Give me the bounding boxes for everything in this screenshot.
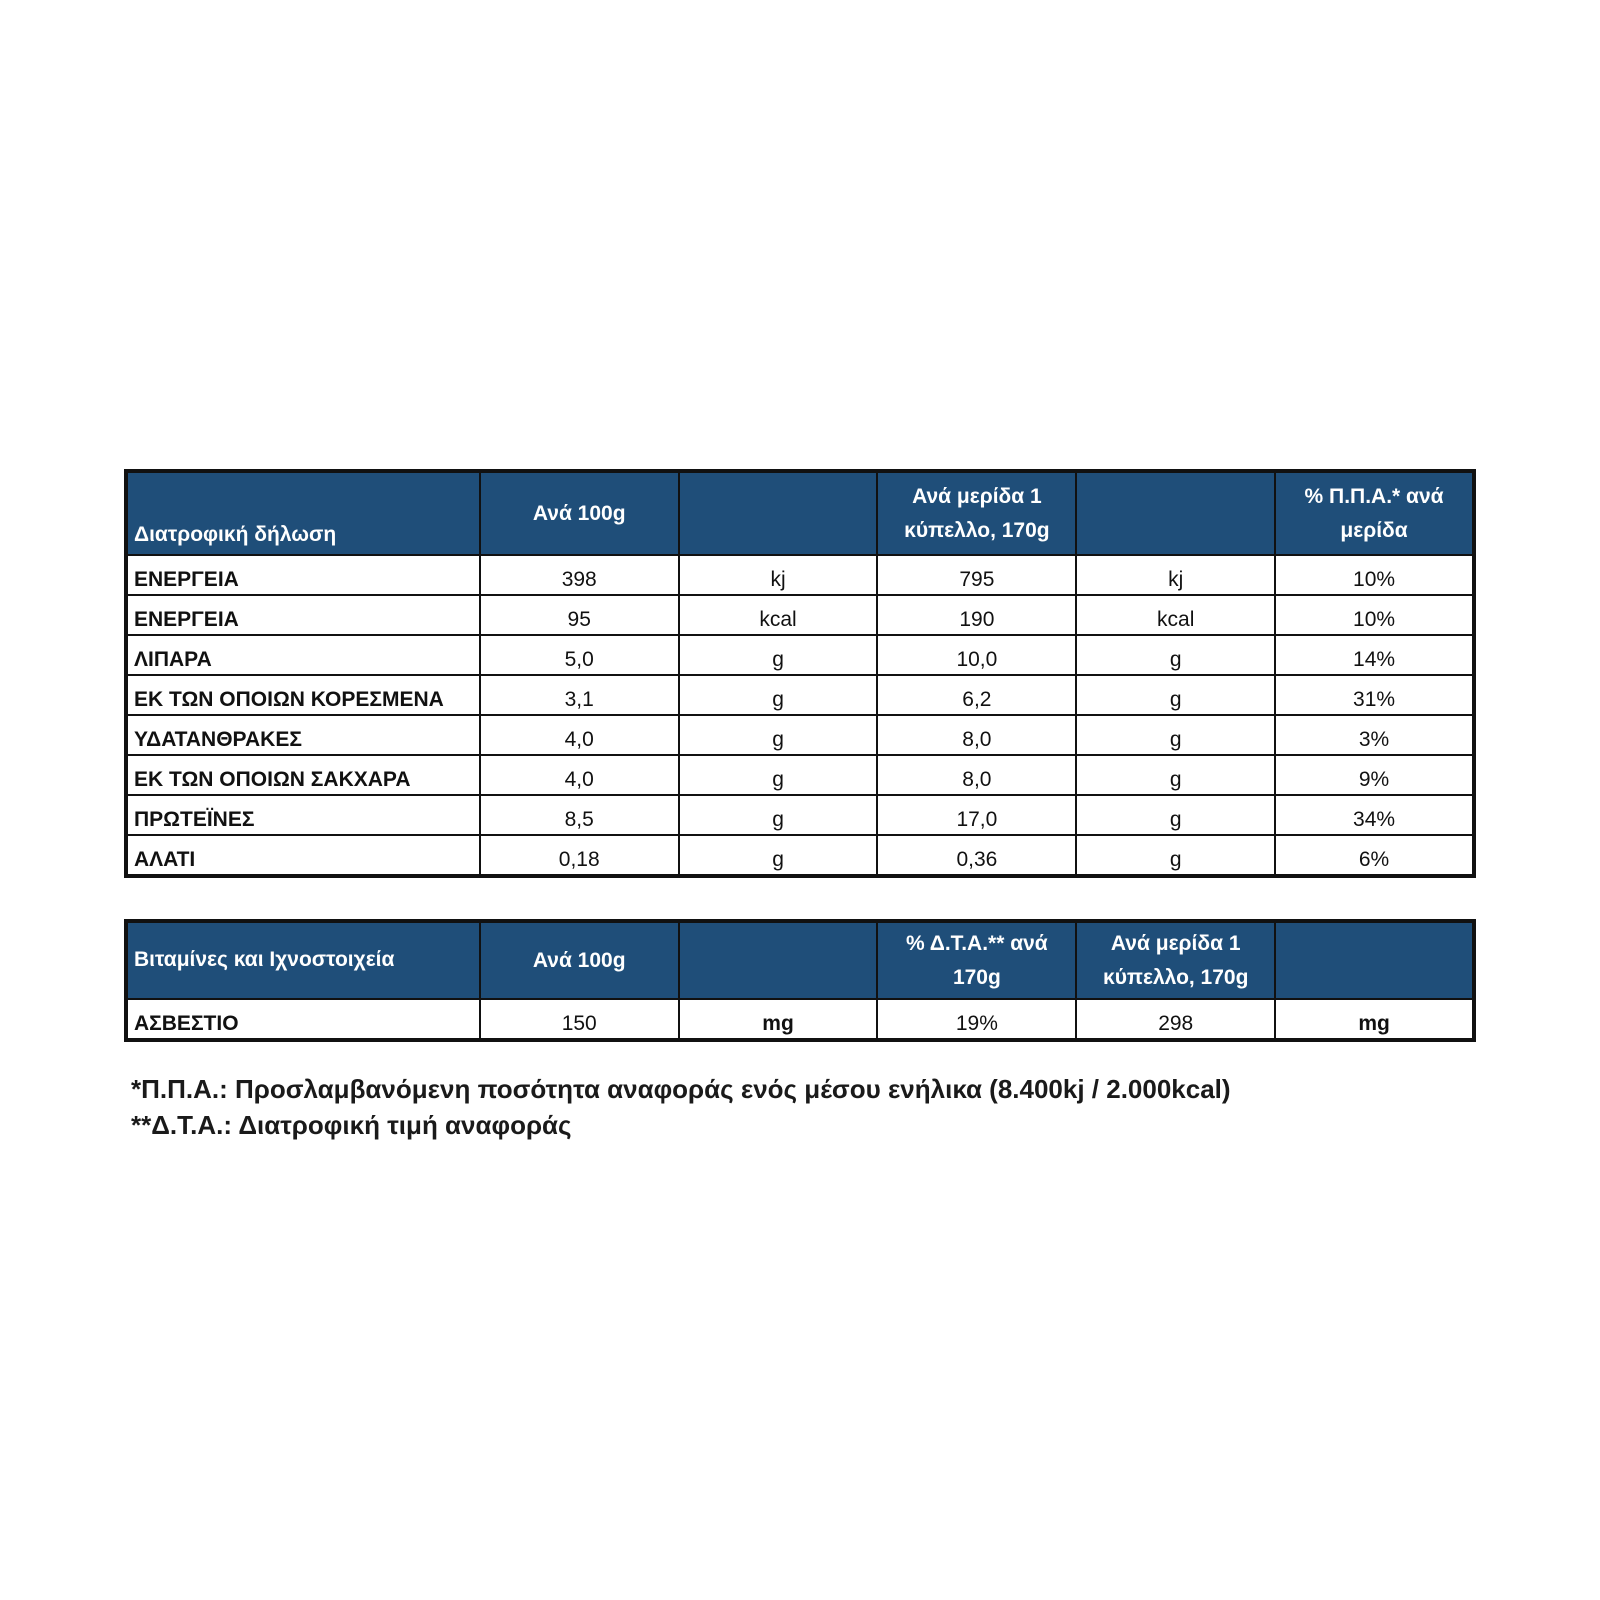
footnote-dta: **Δ.Τ.Α.: Διατροφική τιμή αναφοράς	[131, 1110, 572, 1140]
unit-per-serving: g	[1076, 635, 1275, 675]
nutrient-name: ΕΚ ΤΩΝ ΟΠΟΙΩΝ ΚΟΡΕΣΜΕΝΑ	[126, 675, 480, 715]
header-unit-1	[679, 921, 878, 999]
unit-per-serving: g	[1076, 755, 1275, 795]
header-unit-1	[679, 471, 878, 555]
ri-percent: 9%	[1275, 755, 1474, 795]
nutrient-name: ΑΣΒΕΣΤΙΟ	[126, 999, 480, 1040]
header-nutrition-declaration: Διατροφική δήλωση	[126, 471, 480, 555]
vitamins-header-row	[126, 921, 1474, 999]
value-per-serving: 10,0	[877, 635, 1076, 675]
unit-per-serving: mg	[1275, 999, 1474, 1040]
table-row	[126, 715, 1474, 755]
unit-per-100g: g	[679, 835, 878, 876]
ri-percent: 6%	[1275, 835, 1474, 876]
unit-per-100g: g	[679, 795, 878, 835]
unit-per-100g: kcal	[679, 595, 878, 635]
unit-per-100g: g	[679, 635, 878, 675]
value-per-serving: 6,2	[877, 675, 1076, 715]
unit-per-100g: kj	[679, 555, 878, 595]
value-per-100g: 95	[480, 595, 679, 635]
nutrient-name: ΕΚ ΤΩΝ ΟΠΟΙΩΝ ΣΑΚΧΑΡΑ	[126, 755, 480, 795]
unit-per-serving: kcal	[1076, 595, 1275, 635]
ri-percent: 34%	[1275, 795, 1474, 835]
footnote-ppa: *Π.Π.Α.: Προσλαμβανόμενη ποσότητα αναφοράς ενός μέσου ενήλικα (8.400kj / 2.000kcal)	[131, 1074, 1231, 1104]
header-ri-per-serving: % Π.Π.Α.* ανά μερίδα	[1275, 471, 1474, 555]
table-row	[126, 595, 1474, 635]
value-per-100g: 3,1	[480, 675, 679, 715]
header-per-serving: Ανά μερίδα 1 κύπελλο, 170g	[1076, 921, 1275, 999]
ri-percent: 31%	[1275, 675, 1474, 715]
nutrient-name: ΛΙΠΑΡΑ	[126, 635, 480, 675]
header-nrv-per-170g: % Δ.Τ.Α.** ανά 170g	[877, 921, 1076, 999]
value-per-serving: 8,0	[877, 755, 1076, 795]
unit-per-100g: g	[679, 755, 878, 795]
ri-percent: 14%	[1275, 635, 1474, 675]
nutrition-declaration-table	[124, 469, 1476, 878]
value-per-100g: 5,0	[480, 635, 679, 675]
value-per-100g: 8,5	[480, 795, 679, 835]
unit-per-serving: g	[1076, 795, 1275, 835]
unit-per-serving: g	[1076, 835, 1275, 876]
ri-percent: 3%	[1275, 715, 1474, 755]
value-per-100g: 398	[480, 555, 679, 595]
value-per-serving: 17,0	[877, 795, 1076, 835]
nutrient-name: ΕΝΕΡΓΕΙΑ	[126, 555, 480, 595]
vitamins-minerals-table	[124, 919, 1476, 1042]
unit-per-serving: g	[1076, 715, 1275, 755]
value-per-100g: 150	[480, 999, 679, 1040]
nutrient-name: ΠΡΩΤΕΪΝΕΣ	[126, 795, 480, 835]
value-per-100g: 0,18	[480, 835, 679, 876]
table-row	[126, 835, 1474, 876]
value-per-serving: 0,36	[877, 835, 1076, 876]
header-per-serving: Ανά μερίδα 1 κύπελλο, 170g	[877, 471, 1076, 555]
value-per-100g: 4,0	[480, 715, 679, 755]
value-per-serving: 298	[1076, 999, 1275, 1040]
ri-percent: 10%	[1275, 595, 1474, 635]
header-unit-2	[1076, 471, 1275, 555]
header-per-100g: Ανά 100g	[480, 921, 679, 999]
unit-per-serving: g	[1076, 675, 1275, 715]
footnotes	[131, 1071, 1231, 1143]
table-row	[126, 675, 1474, 715]
header-per-100g: Ανά 100g	[480, 471, 679, 555]
nutrient-name: ΥΔΑΤΑΝΘΡΑΚΕΣ	[126, 715, 480, 755]
ri-percent: 10%	[1275, 555, 1474, 595]
value-per-serving: 190	[877, 595, 1076, 635]
unit-per-100g: g	[679, 715, 878, 755]
nutrient-name: ΕΝΕΡΓΕΙΑ	[126, 595, 480, 635]
header-unit-2	[1275, 921, 1474, 999]
table-row	[126, 999, 1474, 1040]
unit-per-serving: kj	[1076, 555, 1275, 595]
value-per-serving: 795	[877, 555, 1076, 595]
table-row	[126, 635, 1474, 675]
unit-per-100g: mg	[679, 999, 878, 1040]
value-per-serving: 8,0	[877, 715, 1076, 755]
table-row	[126, 555, 1474, 595]
table-row	[126, 755, 1474, 795]
nutrition-header-row	[126, 471, 1474, 555]
nrv-percent: 19%	[877, 999, 1076, 1040]
unit-per-100g: g	[679, 675, 878, 715]
table-row	[126, 795, 1474, 835]
value-per-100g: 4,0	[480, 755, 679, 795]
header-vitamins-minerals: Βιταμίνες και Ιχνοστοιχεία	[126, 921, 480, 999]
nutrient-name: ΑΛΑΤΙ	[126, 835, 480, 876]
